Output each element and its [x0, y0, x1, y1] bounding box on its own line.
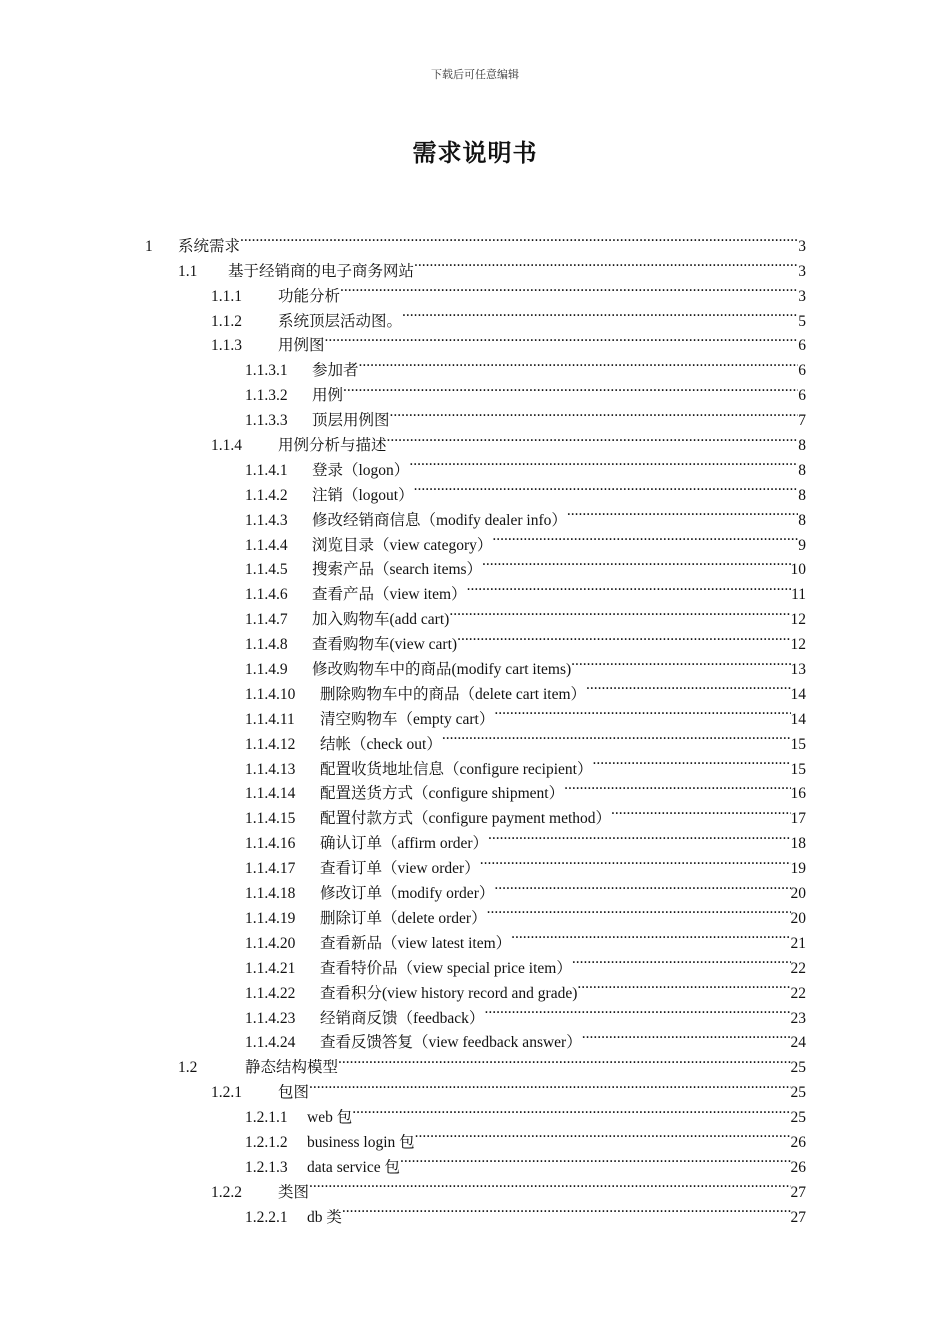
toc-dot-leader: [409, 450, 798, 475]
toc-entry-page-number: 10: [790, 561, 806, 579]
toc-entry-page-number: 9: [798, 536, 806, 554]
toc-entry-title: 用例分析与描述: [278, 437, 387, 455]
toc-dot-leader: [482, 550, 790, 575]
toc-entry-number: 1.1.1: [211, 287, 242, 305]
toc-entry-number: 1.1.4.21: [245, 959, 296, 977]
toc-entry-title: 清空购物车（empty cart）: [320, 710, 495, 728]
toc-entry-number: 1.1.4.14: [245, 785, 296, 803]
toc-entry-page-number: 8: [798, 461, 806, 479]
toc-entry[interactable]: [0, 1023, 806, 1052]
toc-entry[interactable]: [0, 848, 806, 878]
toc-entry-title: 配置送货方式（configure shipment）: [320, 785, 565, 803]
toc-entry-number: 1.1.4: [211, 437, 242, 455]
toc-entry[interactable]: [0, 724, 806, 753]
toc-entry-page-number: 25: [790, 1084, 806, 1102]
toc-entry-title: 确认订单（affirm order）: [320, 835, 489, 853]
page-header-note: 下载后可任意编辑: [431, 69, 519, 81]
toc-entry[interactable]: [0, 873, 806, 903]
toc-entry-number: 1: [145, 237, 153, 255]
toc-entry-title: 查看新品（view latest item）: [320, 934, 512, 952]
toc-entry[interactable]: [0, 574, 806, 604]
toc-entry[interactable]: [0, 898, 806, 927]
toc-entry-title: 系统顶层活动图。: [278, 312, 403, 330]
toc-entry-number: 1.2.1: [211, 1084, 242, 1102]
toc-entry-number: 1.1.4.11: [245, 710, 295, 728]
toc-entry-number: 1.1.3.3: [245, 412, 288, 430]
toc-entry-page-number: 3: [798, 237, 806, 255]
toc-entry-page-number: 20: [790, 885, 806, 903]
toc-entry[interactable]: [0, 450, 806, 479]
toc-entry-title: 结帐（check out）: [320, 735, 442, 753]
toc-dot-leader: [442, 724, 791, 749]
toc-dot-leader: [484, 998, 790, 1023]
toc-dot-leader: [338, 1047, 790, 1072]
toc-entry-title: 查看反馈答复（view feedback answer）: [320, 1034, 582, 1052]
toc-dot-leader: [511, 923, 790, 948]
toc-entry-title: 登录（logon）: [312, 461, 410, 479]
toc-entry-page-number: 6: [798, 337, 806, 355]
toc-entry-page-number: 25: [790, 1059, 806, 1077]
toc-entry[interactable]: [0, 425, 806, 455]
toc-entry-title: data service 包: [307, 1158, 400, 1176]
toc-entry-title: 删除订单（delete order）: [320, 909, 487, 927]
toc-entry-page-number: 15: [790, 735, 806, 753]
toc-entry-page-number: 3: [798, 262, 806, 280]
toc-entry[interactable]: [0, 1047, 806, 1077]
toc-entry-title: 经销商反馈（feedback）: [320, 1009, 485, 1027]
toc-entry-page-number: 12: [790, 611, 806, 629]
toc-entry-number: 1.1.4.19: [245, 909, 296, 927]
toc-entry-number: 1.1.4.24: [245, 1034, 296, 1052]
toc-entry-page-number: 8: [798, 437, 806, 455]
toc-entry-number: 1.1.4.23: [245, 1009, 296, 1027]
toc-entry-title: 配置付款方式（configure payment method）: [320, 810, 612, 828]
toc-entry-title: 注销（logout）: [312, 486, 414, 504]
toc-entry-page-number: 20: [790, 909, 806, 927]
toc-entry-title: 系统需求: [178, 237, 241, 255]
toc-entry-number: 1.1.3: [211, 337, 242, 355]
toc-entry-page-number: 25: [790, 1109, 806, 1127]
table-of-contents: [0, 226, 950, 1226]
toc-entry-title: 功能分析: [278, 287, 341, 305]
toc-entry-title: 静态结构模型: [245, 1059, 339, 1077]
toc-entry-title: 顶层用例图: [312, 412, 390, 430]
toc-dot-leader: [240, 226, 798, 251]
toc-entry-number: 1.1.4.13: [245, 760, 296, 778]
toc-entry[interactable]: [0, 1147, 806, 1176]
toc-dot-leader: [387, 425, 799, 450]
toc-entry-page-number: 14: [790, 685, 806, 703]
toc-entry-title: 修改购物车中的商品(modify cart items): [312, 661, 572, 679]
toc-entry-page-number: 17: [790, 810, 806, 828]
toc-entry[interactable]: [0, 1072, 806, 1102]
toc-entry-page-number: 27: [790, 1208, 806, 1226]
toc-entry-number: 1.1.4.10: [245, 685, 296, 703]
toc-entry-number: 1.1: [178, 262, 198, 280]
toc-entry-page-number: 13: [790, 661, 806, 679]
toc-entry-title: 浏览目录（view category）: [312, 536, 493, 554]
toc-dot-leader: [402, 301, 798, 326]
toc-entry-title: 修改订单（modify order）: [320, 885, 495, 903]
toc-entry-number: 1.2: [178, 1059, 198, 1077]
toc-entry-title: 查看积分(view history record and grade): [320, 984, 578, 1002]
toc-dot-leader: [592, 749, 790, 774]
toc-entry-title: 查看购物车(view cart): [312, 636, 458, 654]
toc-dot-leader: [457, 624, 790, 649]
toc-entry[interactable]: [0, 251, 806, 280]
toc-entry-number: 1.1.4.20: [245, 934, 296, 952]
toc-entry[interactable]: [0, 798, 806, 828]
toc-dot-leader: [325, 326, 799, 351]
toc-entry-number: 1.1.4.7: [245, 611, 288, 629]
toc-entry-page-number: 6: [798, 362, 806, 380]
toc-entry[interactable]: [0, 375, 806, 405]
toc-entry[interactable]: [0, 774, 806, 803]
toc-entry-title: web 包: [307, 1109, 353, 1127]
toc-dot-leader: [494, 873, 790, 898]
toc-entry-number: 1.1.4.4: [245, 536, 288, 554]
toc-entry-page-number: 5: [798, 312, 806, 330]
toc-entry-page-number: 15: [790, 760, 806, 778]
toc-entry-page-number: 8: [798, 511, 806, 529]
toc-dot-leader: [492, 525, 798, 550]
toc-entry[interactable]: [0, 475, 806, 504]
toc-entry-number: 1.1.4.2: [245, 486, 288, 504]
toc-entry[interactable]: [0, 923, 806, 952]
toc-entry-page-number: 22: [790, 984, 806, 1002]
toc-entry[interactable]: [0, 1122, 806, 1151]
toc-entry-title: 包图: [278, 1084, 310, 1102]
toc-entry-number: 1.2.1.1: [245, 1109, 288, 1127]
toc-entry[interactable]: [0, 326, 806, 355]
toc-entry[interactable]: [0, 350, 806, 380]
toc-entry-page-number: 26: [790, 1133, 806, 1151]
toc-entry-title: 基于经销商的电子商务网站: [228, 262, 415, 280]
toc-entry-page-number: 23: [790, 1009, 806, 1027]
toc-entry-title: 删除购物车中的商品（delete cart item）: [320, 685, 587, 703]
toc-entry[interactable]: [0, 599, 806, 629]
toc-entry-number: 1.1.4.1: [245, 461, 288, 479]
toc-entry-number: 1.2.1.2: [245, 1133, 288, 1151]
toc-entry-page-number: 19: [790, 860, 806, 878]
toc-entry-page-number: 7: [798, 412, 806, 430]
toc-entry[interactable]: [0, 674, 806, 703]
toc-entry-title: business login 包: [307, 1133, 415, 1151]
toc-dot-leader: [572, 948, 791, 973]
toc-dot-leader: [577, 973, 790, 998]
toc-dot-leader: [400, 1147, 791, 1172]
toc-entry[interactable]: [0, 1172, 806, 1201]
toc-entry[interactable]: [0, 226, 806, 255]
toc-dot-leader: [309, 1072, 790, 1097]
toc-entry-page-number: 24: [790, 1034, 806, 1052]
toc-entry-number: 1.1.3.1: [245, 362, 288, 380]
toc-entry-number: 1.2.2: [211, 1183, 242, 1201]
toc-entry-title: 参加者: [312, 362, 359, 380]
toc-entry-page-number: 16: [790, 785, 806, 803]
toc-entry-page-number: 11: [791, 586, 806, 604]
toc-entry-number: 1.1.4.17: [245, 860, 296, 878]
toc-dot-leader: [494, 699, 790, 724]
toc-entry-page-number: 26: [790, 1158, 806, 1176]
toc-entry-title: 查看产品（view item）: [312, 586, 467, 604]
toc-dot-leader: [564, 774, 790, 799]
toc-dot-leader: [414, 475, 799, 500]
toc-dot-leader: [342, 1197, 791, 1222]
toc-dot-leader: [309, 1172, 790, 1197]
toc-entry-page-number: 12: [790, 636, 806, 654]
toc-entry-page-number: 27: [790, 1183, 806, 1201]
toc-entry-number: 1.1.4.5: [245, 561, 288, 579]
toc-dot-leader: [467, 574, 792, 599]
toc-entry-title: 类图: [278, 1183, 310, 1201]
toc-entry[interactable]: [0, 400, 806, 430]
toc-entry-number: 1.1.4.16: [245, 835, 296, 853]
toc-entry-number: 1.2.2.1: [245, 1208, 288, 1226]
toc-entry[interactable]: [0, 649, 806, 679]
toc-entry-title: db 类: [307, 1208, 342, 1226]
toc-entry-page-number: 8: [798, 486, 806, 504]
toc-entry[interactable]: [0, 1097, 806, 1127]
toc-entry[interactable]: [0, 1197, 806, 1226]
toc-entry-title: 搜索产品（search items）: [312, 561, 483, 579]
toc-entry[interactable]: [0, 948, 806, 977]
toc-entry[interactable]: [0, 276, 806, 305]
toc-entry[interactable]: [0, 699, 806, 728]
toc-entry-title: 配置收货地址信息（configure recipient）: [320, 760, 593, 778]
toc-entry-page-number: 6: [798, 387, 806, 405]
toc-entry-title: 修改经销商信息（modify dealer info）: [312, 511, 567, 529]
toc-dot-leader: [586, 674, 790, 699]
toc-entry-title: 用例: [312, 387, 344, 405]
toc-entry-number: 1.1.4.22: [245, 984, 296, 1002]
toc-dot-leader: [611, 798, 790, 823]
toc-dot-leader: [449, 599, 790, 624]
toc-entry-page-number: 18: [790, 835, 806, 853]
toc-entry-number: 1.1.4.12: [245, 735, 296, 753]
toc-dot-leader: [352, 1097, 790, 1122]
toc-dot-leader: [359, 350, 799, 375]
toc-entry[interactable]: [0, 624, 806, 654]
toc-dot-leader: [571, 649, 790, 674]
toc-dot-leader: [415, 1122, 791, 1147]
toc-entry-number: 1.1.4.18: [245, 885, 296, 903]
toc-dot-leader: [343, 375, 798, 400]
toc-entry[interactable]: [0, 301, 806, 330]
toc-entry[interactable]: [0, 973, 806, 1002]
toc-dot-leader: [488, 823, 790, 848]
toc-entry-number: 1.1.4.6: [245, 586, 288, 604]
toc-entry-number: 1.1.3.2: [245, 387, 288, 405]
toc-entry-page-number: 3: [798, 287, 806, 305]
toc-entry[interactable]: [0, 500, 806, 529]
toc-entry-number: 1.1.2: [211, 312, 242, 330]
toc-dot-leader: [390, 400, 799, 425]
toc-dot-leader: [340, 276, 798, 301]
toc-entry-title: 查看特价品（view special price item）: [320, 959, 572, 977]
toc-entry-title: 查看订单（view order）: [320, 860, 480, 878]
toc-entry-number: 1.1.4.8: [245, 636, 288, 654]
toc-entry-page-number: 22: [790, 959, 806, 977]
toc-entry-number: 1.2.1.3: [245, 1158, 288, 1176]
toc-dot-leader: [414, 251, 798, 276]
toc-entry-title: 加入购物车(add cart): [312, 611, 450, 629]
toc-entry-title: 用例图: [278, 337, 325, 355]
toc-entry[interactable]: [0, 550, 806, 579]
toc-dot-leader: [582, 1023, 791, 1048]
toc-entry-page-number: 21: [790, 934, 806, 952]
toc-entry-number: 1.1.4.15: [245, 810, 296, 828]
toc-entry[interactable]: [0, 749, 806, 778]
toc-entry[interactable]: [0, 998, 806, 1027]
document-title: 需求说明书: [412, 141, 538, 167]
toc-entry[interactable]: [0, 823, 806, 853]
toc-entry[interactable]: [0, 525, 806, 554]
toc-dot-leader: [487, 898, 791, 923]
toc-entry-number: 1.1.4.3: [245, 511, 288, 529]
toc-entry-page-number: 14: [790, 710, 806, 728]
toc-entry-number: 1.1.4.9: [245, 661, 288, 679]
toc-dot-leader: [480, 848, 791, 873]
toc-dot-leader: [567, 500, 798, 525]
